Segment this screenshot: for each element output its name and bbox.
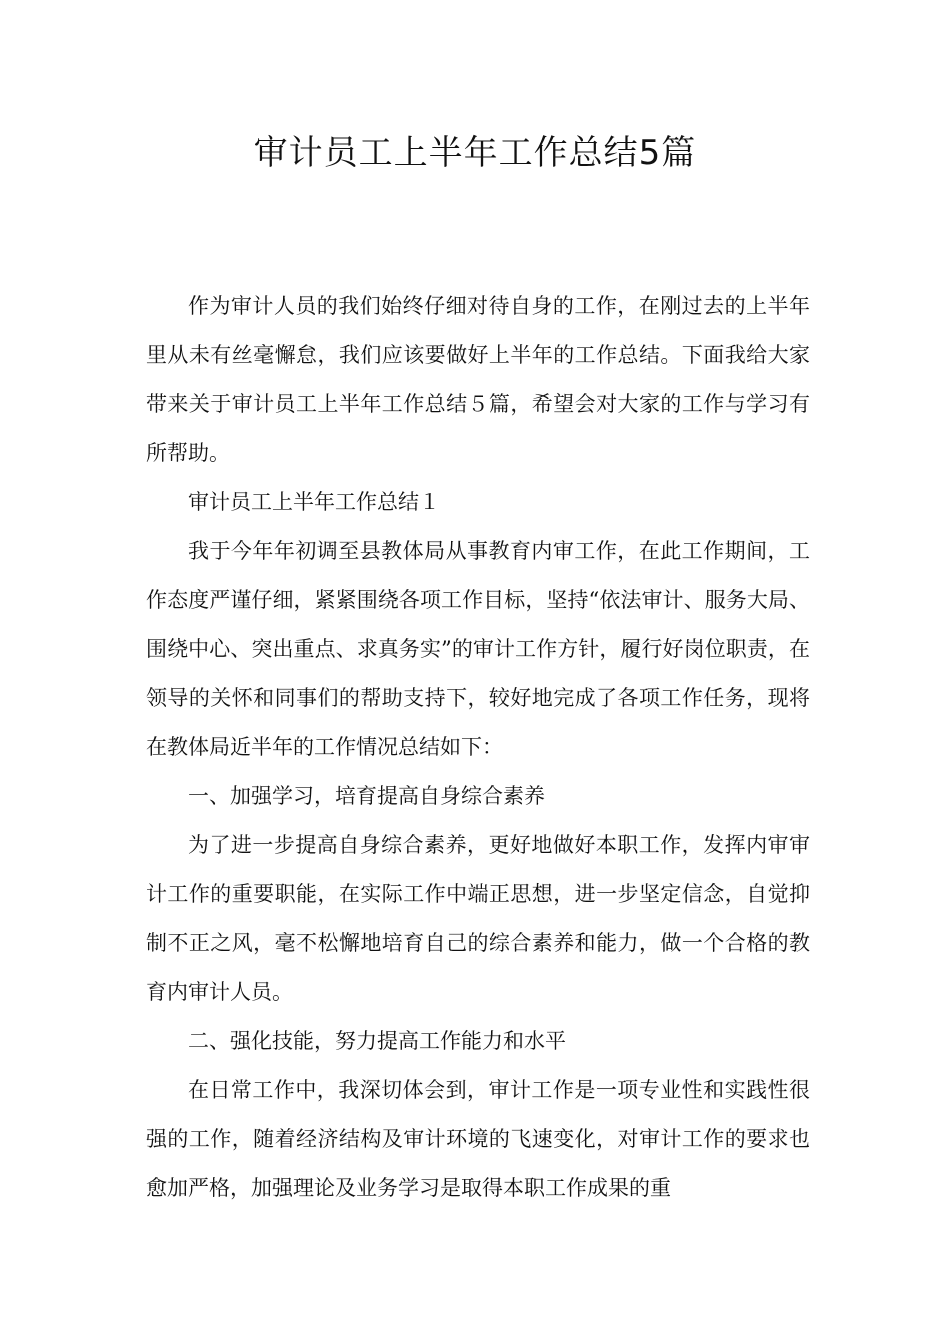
section-heading-summary-1: 审计员工上半年工作总结１: [188, 490, 440, 514]
section-heading-skills: 二、强化技能，努力提高工作能力和水平: [188, 1029, 566, 1053]
learning-paragraph: 为了进一步提高自身综合素养，更好地做好本职工作，发挥内审审计工作的重要职能，在实际工作中端正思想，进一步坚定信念，自觉抑制不正之风，毫不松懈地培育自己的综合素养和能力，做一个合格的教育内审计人员。: [146, 833, 810, 1004]
document-title: 审计员工上半年工作总结5篇: [253, 133, 697, 173]
intro-paragraph: 作为审计人员的我们始终仔细对待自身的工作，在刚过去的上半年里从未有丝毫懈怠，我们应该要做好上半年的工作总结。下面我给大家带来关于审计员工上半年工作总结５篇，希望会对大家的工作与学习有所帮助。: [146, 294, 810, 465]
skills-paragraph: 在日常工作中，我深切体会到，审计工作是一项专业性和实践性很强的工作，随着经济结构及审计环境的飞速变化，对审计工作的要求也愈加严格，加强理论及业务学习是取得本职工作成果的重: [146, 1078, 810, 1200]
summary-1-paragraph: 我于今年年初调至县教体局从事教育内审工作，在此工作期间，工作态度严谨仔细，紧紧围绕各项工作目标，坚持“依法审计、服务大局、围绕中心、突出重点、求真务实”的审计工作方针，履行好岗位职责，在领导的关怀和同事们的帮助支持下，较好地完成了各项工作任务，现将在教体局近半年的工作情况总结如下：: [146, 539, 810, 759]
section-heading-learning: 一、加强学习，培育提高自身综合素养: [188, 784, 545, 808]
document-body: [146, 282, 810, 1213]
